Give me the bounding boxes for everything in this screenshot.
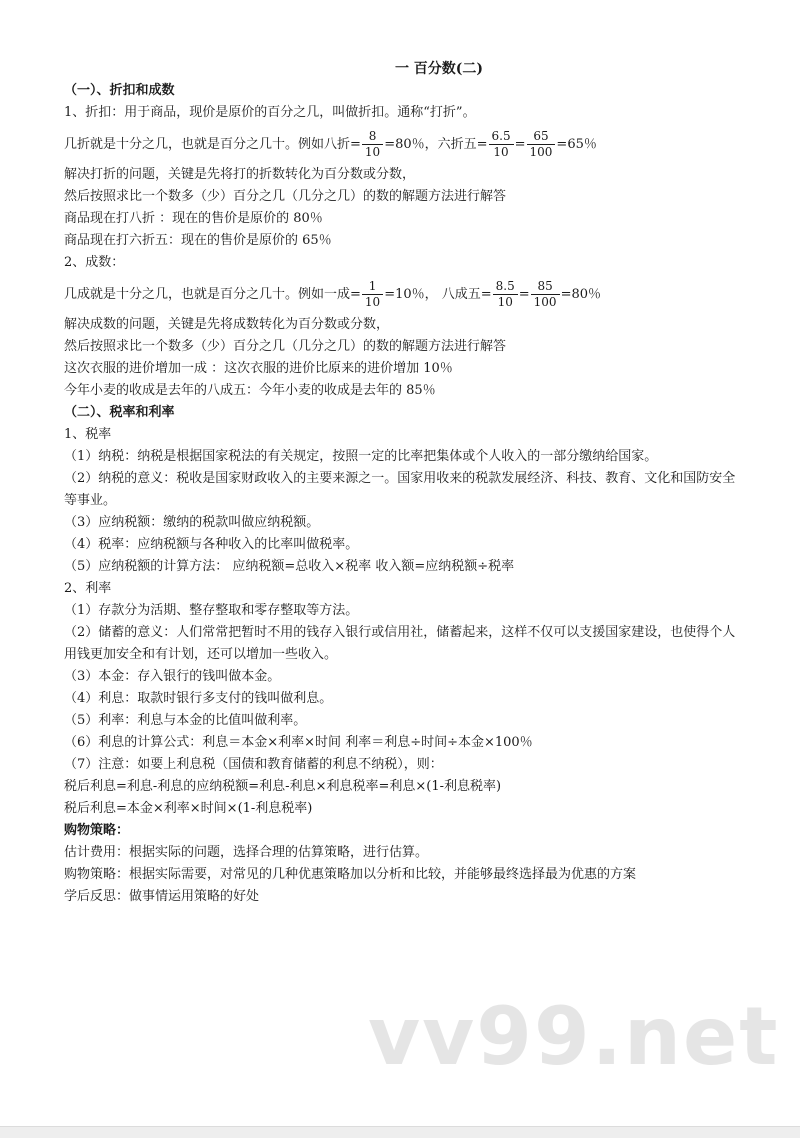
- section-heading-tax-interest: （二）、税率和利率: [64, 405, 175, 420]
- interest-item-6: （6）利息的计算公式：利息＝本金×利率×时间 利率＝利息÷时间÷本金×100％: [64, 735, 533, 750]
- fraction-denominator: 10: [364, 295, 381, 309]
- interest-item-4: （4）利息：取款时银行多支付的钱叫做利息。: [64, 691, 333, 706]
- fraction-denominator: 10: [364, 145, 381, 159]
- chengshu-method-line-1: 解决成数的问题，关键是先将成数转化为百分数或分数，: [64, 317, 390, 332]
- shopping-reflection: 学后反思：做事情运用策略的好处: [64, 889, 260, 904]
- discount-case-1: 商品现在打八折 ：现在的售价是原价的 80％: [64, 211, 323, 226]
- fraction-8-5-10: [493, 279, 518, 310]
- chengshu-example-prefix: 几成就是十分之几，也就是百分之几十。例如一成=: [64, 287, 361, 302]
- fraction-numerator: 8.5: [493, 279, 518, 295]
- tax-item-1: （1）纳税：纳税是根据国家税法的有关规定，按照一定的比率把集体或个人收入的一部分缴纳给国家。: [64, 449, 658, 464]
- discount-example: [64, 128, 744, 162]
- fraction-numerator: 8: [362, 129, 383, 145]
- fraction-65-100: [527, 129, 556, 160]
- equals-sign: =: [518, 287, 530, 302]
- discount-example-suffix: =65％: [556, 137, 597, 152]
- after-tax-formula-2: 税后利息=本金×利率×时间×(1-利息税率): [64, 801, 313, 816]
- fraction-1-10: [362, 279, 383, 310]
- fraction-denominator: 10: [497, 295, 513, 309]
- shopping-strategy: 购物策略：根据实际需要，对常见的几种优惠策略加以分析和比较，并能够最终选择最为优惠的方案: [64, 867, 637, 882]
- chengshu-case-1: 这次衣服的进价增加一成 ：这次衣服的进价比原来的进价增加 10％: [64, 361, 453, 376]
- interest-item-5: （5）利率：利息与本金的比值叫做利率。: [64, 713, 307, 728]
- fraction-denominator: 100: [529, 145, 553, 159]
- discount-case-2: 商品现在打六折五：现在的售价是原价的 65％: [64, 233, 332, 248]
- tax-item-2: （2）纳税的意义：税收是国家财政收入的主要来源之一。国家用收来的税款发展经济、科技、教育、文化和国防安全等事业。: [64, 471, 736, 508]
- section-heading-discount: （一）、折扣和成数: [64, 83, 175, 98]
- discount-example-prefix: 几折就是十分之几，也就是百分之几十。例如八折=: [64, 137, 361, 152]
- page-bottom-strip: [0, 1126, 800, 1138]
- watermark: vv99.net: [368, 990, 780, 1083]
- fraction-numerator: 6.5: [489, 129, 514, 145]
- interest-item-1: （1）存款分为活期、整存整取和零存整取等方法。: [64, 603, 359, 618]
- chengshu-example-suffix: =80％: [560, 287, 601, 302]
- tax-item-5: （5）应纳税额的计算方法： 应纳税额=总收入×税率 收入额=应纳税额÷税率: [64, 559, 515, 574]
- tax-heading: 1、税率: [64, 427, 112, 442]
- discount-method-line-2: 然后按照求比一个数多（少）百分之几（几分之几）的数的解题方法进行解答: [64, 189, 507, 204]
- fraction-numerator: 85: [531, 279, 560, 295]
- page-title: 一 百分数(二): [394, 61, 484, 77]
- interest-heading: 2、利率: [64, 581, 112, 596]
- fraction-85-100: [531, 279, 560, 310]
- fraction-numerator: 65: [527, 129, 556, 145]
- fraction-6-5-10: [489, 129, 514, 160]
- interest-item-7: （7）注意：如要上利息税（国债和教育储蓄的利息不纳税），则：: [64, 757, 443, 772]
- interest-item-2: （2）储蓄的意义：人们常常把暂时不用的钱存入银行或信用社，储蓄起来，这样不仅可以支援国家建设，也使得个人用钱更加安全和有计划，还可以增加一些收入。: [64, 625, 736, 662]
- section-heading-shopping: 购物策略：: [64, 823, 130, 838]
- chengshu-example: [64, 278, 744, 312]
- discount-definition: 1、折扣：用于商品，现价是原价的百分之几，叫做折扣。通称“打折”。: [64, 105, 476, 120]
- chengshu-example-middle: =10％， 八成五=: [384, 287, 492, 302]
- shopping-estimate: 估计费用：根据实际的问题，选择合理的估算策略，进行估算。: [64, 845, 429, 860]
- chengshu-method-line-2: 然后按照求比一个数多（少）百分之几（几分之几）的数的解题方法进行解答: [64, 339, 507, 354]
- equals-sign: =: [514, 137, 526, 152]
- tax-item-3: （3）应纳税额：缴纳的税款叫做应纳税额。: [64, 515, 320, 530]
- discount-method-line-1: 解决打折的问题，关键是先将打的折数转化为百分数或分数，: [64, 167, 416, 182]
- after-tax-formula-1: 税后利息=利息-利息的应纳税额=利息-利息×利息税率=利息×(1-利息税率): [64, 779, 502, 794]
- fraction-denominator: 10: [493, 145, 509, 159]
- discount-example-middle: =80％，六折五=: [384, 137, 488, 152]
- tax-item-4: （4）税率：应纳税额与各种收入的比率叫做税率。: [64, 537, 359, 552]
- chengshu-heading: 2、成数：: [64, 255, 125, 270]
- document-body: [64, 58, 744, 908]
- fraction-denominator: 100: [533, 295, 557, 309]
- fraction-8-10: [362, 129, 383, 160]
- chengshu-case-2: 今年小麦的收成是去年的八成五：今年小麦的收成是去年的 85％: [64, 383, 436, 398]
- interest-item-3: （3）本金：存入银行的钱叫做本金。: [64, 669, 281, 684]
- fraction-numerator: 1: [362, 279, 383, 295]
